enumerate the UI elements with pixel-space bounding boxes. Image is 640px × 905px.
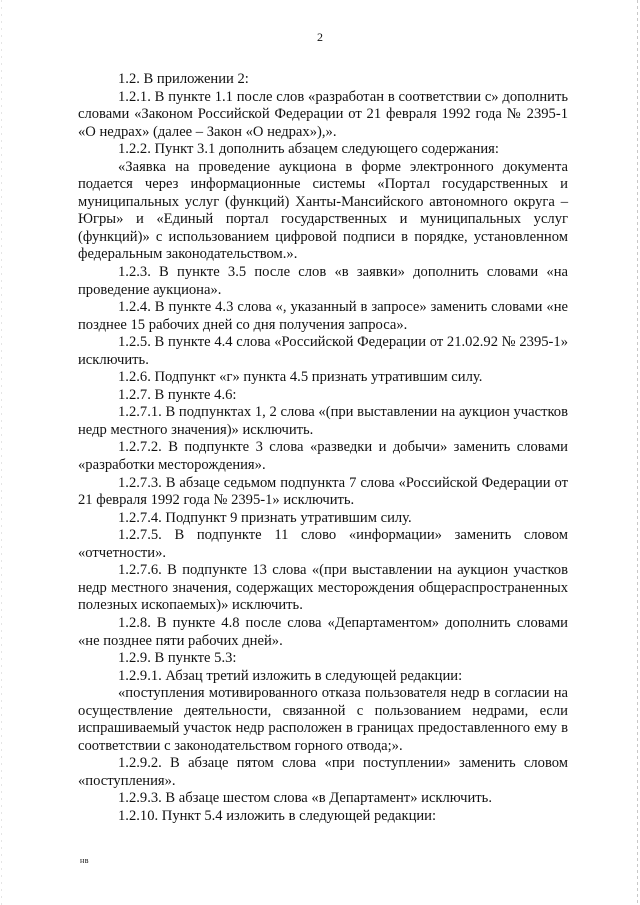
paragraph-1-2: 1.2. В приложении 2:: [118, 71, 249, 87]
paragraph-1-2-7-2: 1.2.7.2. В подпункте 3 слова «разведки и добычи» заменить словами «разработки месторождения».: [78, 439, 568, 474]
paragraph-1-2-10: 1.2.10. Пункт 5.4 изложить в следующей редакции:: [118, 807, 437, 824]
paragraph-1-2-6: 1.2.6. Подпункт «г» пункта 4.5 признать утратившим силу.: [118, 369, 483, 386]
paragraph-1-2-2: 1.2.2. Пункт 3.1 дополнить абзацем следующего содержания:: [118, 141, 499, 158]
page-left-edge: [1, 0, 2, 905]
paragraph-1-2-7-6: 1.2.7.6. В подпункте 13 слова «(при выставлении на аукцион участков недр местного значения, содержащих месторождения общераспространенных полезных ископаемых)» исключить.: [78, 562, 568, 614]
footer-initials: нв: [80, 856, 90, 865]
paragraph-1-2-1: 1.2.1. В пункте 1.1 после слов «разработан в соответствии с» дополнить словами «Законом Российской Федерации от 21 февраля 1992 года № 2395-1 «О недрах» (далее – Закон «О недрах»),».: [78, 88, 568, 140]
paragraph-quoted-application: «Заявка на проведение аукциона в форме электронного документа подается через информационные системы «Портал государственных и муниципальных услуг (функций) Ханты-Мансийского автономного округа – Югры» и «Единый портал государственных и муниципальных услуг (функций)» с использованием цифровой подписи в порядке, установленном федеральным законодательством.».: [78, 158, 568, 263]
page-number: 2: [317, 30, 323, 44]
paragraph-1-2-3: 1.2.3. В пункте 3.5 после слов «в заявки» дополнить словами «на проведение аукциона».: [78, 264, 568, 298]
paragraph-1-2-9-1: 1.2.9.1. Абзац третий изложить в следующей редакции:: [118, 667, 463, 684]
paragraph-1-2-5: 1.2.5. В пункте 4.4 слова «Российской Федерации от 21.02.92 № 2395-1» исключить.: [78, 334, 568, 368]
document-body: [78, 71, 568, 826]
paragraph-quoted-refusal: «поступления мотивированного отказа пользователя недр в согласии на осуществление деятельности, связанной с пользованием недрами, если испрашиваемый участок недр расположен в границах предоставленного ему в соответствии с законодательством горного отвода;».: [78, 685, 568, 754]
page-right-edge: [637, 0, 638, 905]
paragraph-1-2-7-5: 1.2.7.5. В подпункте 11 слово «информации» заменить словом «отчетности».: [78, 527, 568, 561]
paragraph-1-2-7: 1.2.7. В пункте 4.6:: [118, 386, 237, 403]
paragraph-1-2-8: 1.2.8. В пункте 4.8 после слова «Департаментом» дополнить словами «не позднее пяти рабочих дней».: [78, 614, 568, 649]
paragraph-1-2-4: 1.2.4. В пункте 4.3 слова «, указанный в запросе» заменить словами «не позднее 15 рабочих дней со дня получения запроса».: [78, 299, 568, 333]
paragraph-1-2-7-1: 1.2.7.1. В подпунктах 1, 2 слова «(при выставлении на аукцион участков недр местного значения)» исключить.: [78, 404, 568, 438]
paragraph-1-2-9-2: 1.2.9.2. В абзаце пятом слова «при поступлении» заменить словом «поступления».: [78, 755, 568, 789]
paragraph-1-2-7-4: 1.2.7.4. Подпункт 9 признать утратившим силу.: [118, 509, 412, 526]
paragraph-1-2-7-3: 1.2.7.3. В абзаце седьмом подпункта 7 слова «Российской Федерации от 21 февраля 1992 года № 2395-1» исключить.: [78, 474, 568, 509]
paragraph-1-2-9-3: 1.2.9.3. В абзаце шестом слова «в Департамент» исключить.: [118, 790, 492, 807]
paragraph-1-2-9: 1.2.9. В пункте 5.3:: [118, 650, 237, 667]
